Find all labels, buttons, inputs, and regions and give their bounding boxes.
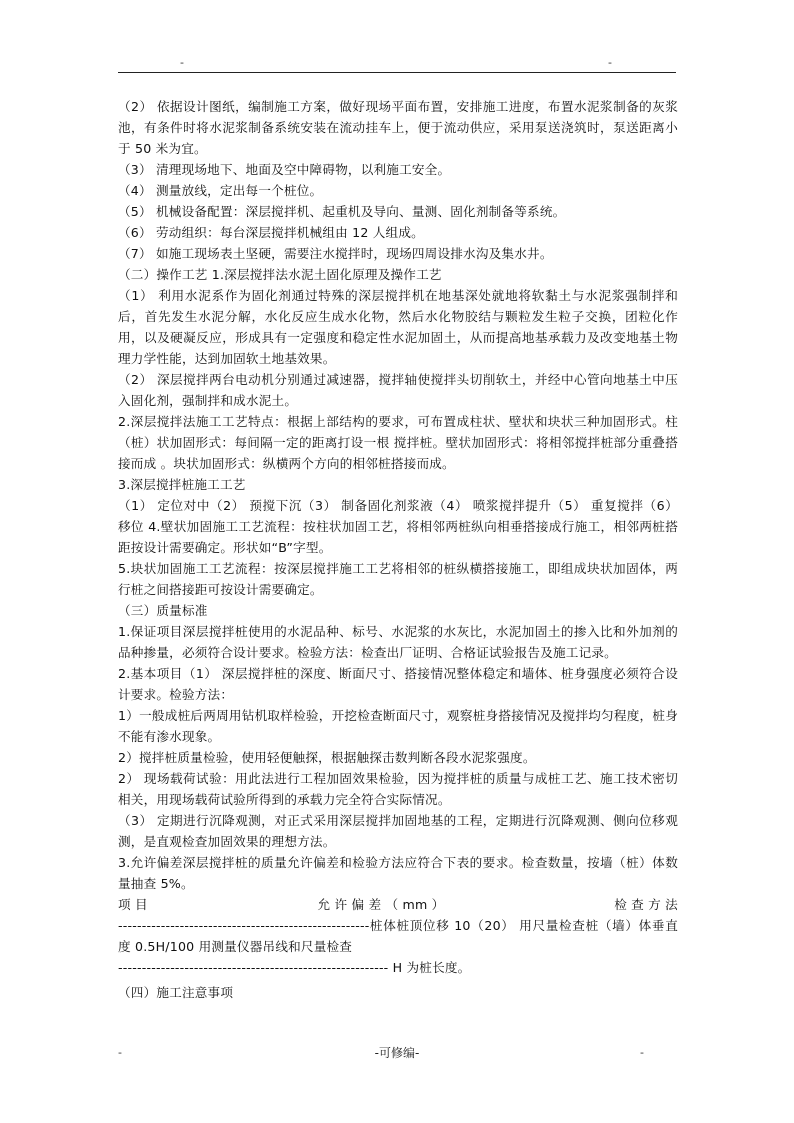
paragraph: 2.深层搅拌法施工工艺特点：根据上部结构的要求，可布置成柱状、壁状和块状三种加固形式。柱（桩）状加固形式：每间隔一定的距离打设一根 搅拌桩。壁状加固形式：将相邻搅拌桩部分重叠搭接而成 。块状加固形式：纵横两个方向的相邻桩搭接而成。	[118, 414, 678, 471]
footer-editable-label: -可修编-	[374, 1046, 420, 1060]
paragraph: 2） 现场载荷试验：用此法进行工程加固效果检验，因为搅拌桩的质量与成桩工艺、施工技术密切相关，用现场载荷试验所得到的承载力完全符合实际情况。	[118, 771, 678, 807]
paragraph: （2） 依据设计图纸，编制施工方案，做好现场平面布置，安排施工进度，布置水泥浆制备的灰浆池，有条件时将水泥浆制备系统安装在流动挂车上，便于流动供应，采用泵送浇筑时，泵送距离小于 50 米为宜。	[118, 99, 678, 156]
paragraph: （7） 如施工现场表土坚硬，需要注水搅拌时，现场四周设排水沟及集水井。	[118, 246, 553, 261]
document-body	[118, 96, 678, 1003]
paragraph: 1）一般成桩后两周用钻机取样检验，开挖检查断面尺寸，观察桩身搭接情况及搅拌均匀程度，桩身不能有渗水现象。	[118, 708, 678, 744]
section-heading: （三）质量标准	[118, 603, 208, 618]
header-rule	[118, 72, 676, 73]
table-col-tolerance: 允 许 偏 差 （ mm ）	[317, 897, 445, 912]
paragraph: 3.深层搅拌桩施工工艺	[118, 477, 246, 492]
section-heading: （二）操作工艺 1.深层搅拌法水泥土固化原理及操作工艺	[118, 267, 442, 282]
paragraph: （3） 定期进行沉降观测，对正式采用深层搅拌加固地基的工程，定期进行沉降观测、侧向位移观测，是直观检查加固效果的理想方法。	[118, 813, 678, 849]
paragraph: 5.块状加固施工工艺流程：按深层搅拌施工工艺将相邻的桩纵横搭接施工，即组成块状加固体，两行桩之间搭接距可按设计需要确定。	[118, 561, 678, 597]
header-left-mark: -	[180, 56, 184, 69]
paragraph: 3.允许偏差深层搅拌桩的质量允许偏差和检验方法应符合下表的要求。检查数量，按墙（桩）体数量抽查 5%。	[118, 855, 678, 891]
footer-right-mark: -	[640, 1046, 644, 1059]
paragraph: （2） 深层搅拌两台电动机分别通过减速器，搅拌轴使搅拌头切削软土，并经中心管向地基土中压入固化剂，强制拌和成水泥土。	[118, 372, 678, 408]
paragraph: （1） 利用水泥系作为固化剂通过特殊的深层搅拌机在地基深处就地将软黏土与水泥浆强制拌和后，首先发生水泥分解，水化反应生成水化物，然后水化物胶结与颗粒发生粒子交换，团粒化作用，以及硬凝反应，形成具有一定强度和稳定性水泥加固土，从而提高地基承载力及改变地基土物理力学性能，达到加固软土地基效果。	[118, 288, 678, 366]
section-heading: （四）施工注意事项	[118, 985, 234, 1000]
table-col-item: 项 目	[118, 897, 148, 912]
paragraph: （4） 测量放线，定出每一个桩位。	[118, 183, 323, 198]
table-col-method: 检 查 方 法	[614, 897, 678, 912]
tolerance-table-header	[118, 894, 678, 915]
paragraph: （1） 定位对中（2） 预搅下沉（3） 制备固化剂浆液（4） 喷浆搅拌提升（5） 重复搅拌（6） 移位 4.壁状加固施工工艺流程：按柱状加固工艺，将相邻两桩纵向相垂搭接成行施工，相邻两桩搭距按设计需要确定。形状如“B”字型。	[118, 498, 678, 555]
paragraph: （6） 劳动组织：每台深层搅拌机械组由 12 人组成。	[118, 225, 424, 240]
footer-left-mark: -	[118, 1046, 122, 1059]
header-right-mark: -	[608, 56, 612, 69]
tolerance-table-note: --------------------------------------------------------- H 为桩长度。	[118, 960, 471, 975]
paragraph: 2.基本项目（1） 深层搅拌桩的深度、断面尺寸、搭接情况整体稳定和墙体、桩身强度必须符合设计要求。检验方法：	[118, 666, 679, 702]
paragraph: 1.保证项目深层搅拌桩使用的水泥品种、标号、水泥浆的水灰比，水泥加固土的掺入比和外加剂的品种掺量，必须符合设计要求。检验方法：检查出厂证明、合格证试验报告及施工记录。	[118, 624, 678, 660]
paragraph: 2）搅拌桩质量检验，使用轻便触探，根据触探击数判断各段水泥浆强度。	[118, 750, 536, 765]
paragraph: （5） 机械设备配置：深层搅拌机、起重机及导向、量测、固化剂制备等系统。	[118, 204, 566, 219]
paragraph: （3） 清理现场地下、地面及空中障碍物，以利施工安全。	[118, 162, 451, 177]
tolerance-table-row: -----------------------------------------------------桩体桩顶位移 10（20） 用尺量检查桩（墙）体垂直度 0.5H/100 用测量仪器吊线和尺量检查	[118, 918, 678, 954]
